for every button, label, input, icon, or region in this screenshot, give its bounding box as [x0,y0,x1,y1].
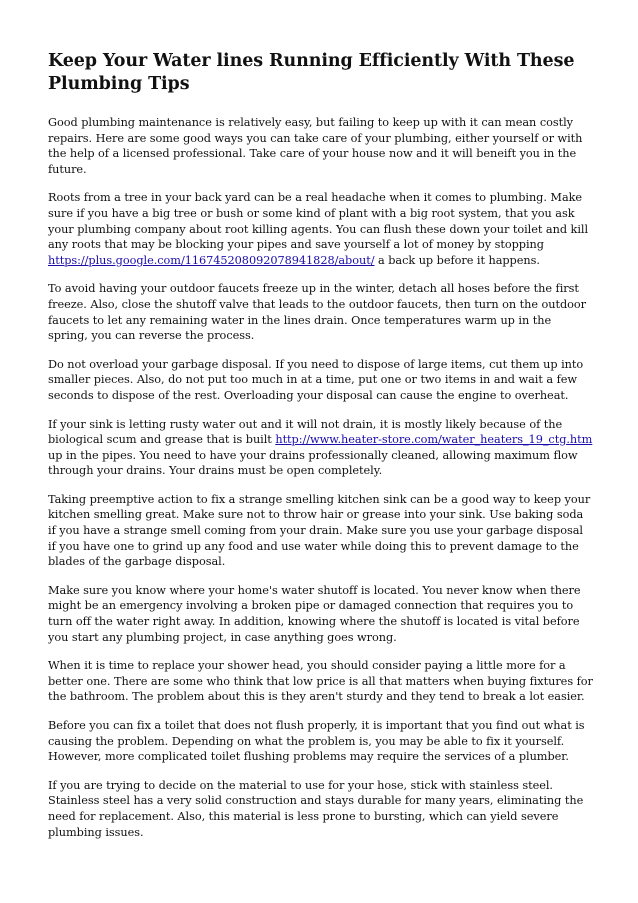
paragraph-shower-head: When it is time to replace your shower head, you should consider paying a little more for a better one. There are some who think that low price is all that matters when buying fixtures for the bathroom. The problem about this is they aren't sturdy and they tend to break a lot easier. [48,659,593,704]
paragraph-kitchen-sink: Taking preemptive action to fix a strange smelling kitchen sink can be a good way to keep your kitchen smelling great. Make sure not to throw hair or grease into your sink. Use baking soda if you have a strange smell coming from your drain. Make sure you use your garbage disposal if you have one to grind up any food and use water while doing this to prevent damage to the blades of the garbage disposal. [48,492,591,569]
paragraph-water-shutoff: Make sure you know where your home's water shutoff is located. You never know when there might be an emergency involving a broken pipe or damaged connection that requires you to turn off the water right away. In addition, knowing where the shutoff is located is vital before you start any plumbing project, in case anything goes wrong. [48,583,581,644]
paragraph-roots-text-before: Roots from a tree in your back yard can be a real headache when it comes to plumbing. Make sure if you have a big tree or bush or some kind of plant with a big root system, that you ask your plumbing company about root killing agents. You can flush these down your toilet and kill any roots that may be blocking your pipes and save yourself a lot of money by stopping [48,191,589,252]
page-title: Keep Your Water lines Running Efficiently With These Plumbing Tips [48,51,575,94]
paragraph-intro: Good plumbing maintenance is relatively easy, but failing to keep up with it can mean costly repairs. Here are some good ways you can take care of your plumbing, either yourself or with the help of a licensed professional. Take care of your house now and it will beneift you in the future. [48,116,583,176]
paragraph-roots-text-after: a back up before it happens. [374,253,540,267]
paragraph-hose-material: If you are trying to decide on the material to use for your hose, stick with stainless steel. Stainless steel has a very solid construction and stays durable for many years, eliminating the need for replacement. Also, this material is less prone to bursting, which can yield severe plumbing issues. [48,778,584,839]
paragraph-rusty-water-text-before: If your sink is letting rusty water out and it will not drain, it is mostly likely because of the biological scum and grease that is built [48,417,563,447]
paragraph-rusty-water [48,417,593,479]
google-plus-link[interactable]: https://plus.google.com/116745208092078941828/about/ [48,253,375,267]
paragraph-toilet: Before you can fix a toilet that does not flush properly, it is important that you find out what is causing the problem. Depending on what the problem is, you may be able to fix it yourself. However, more complicated toilet flushing problems may require the services of a plumber. [48,719,585,764]
paragraph-rusty-water-text-after: up in the pipes. You need to have your drains professionally cleaned, allowing maximum flow through your drains. Your drains must be open completely. [48,448,578,478]
document-page [48,50,593,853]
paragraph-roots [48,190,593,268]
heater-store-link[interactable]: http://www.heater-store.com/water_heaters_19_ctg.htm [275,433,593,447]
paragraph-outdoor-faucets: To avoid having your outdoor faucets freeze up in the winter, detach all hoses before the first freeze. Also, close the shutoff valve that leads to the outdoor faucets, then turn on the outdoor faucets to let any remaining water in the lines drain. Once temperatures warm up in the spring, you can reverse the process. [48,282,586,343]
paragraph-garbage-disposal: Do not overload your garbage disposal. If you need to dispose of large items, cut them up into smaller pieces. Also, do not put too much in at a time, put one or two items in and wait a few seconds to dispose of the rest. Overloading your disposal can cause the engine to overheat. [48,357,584,402]
